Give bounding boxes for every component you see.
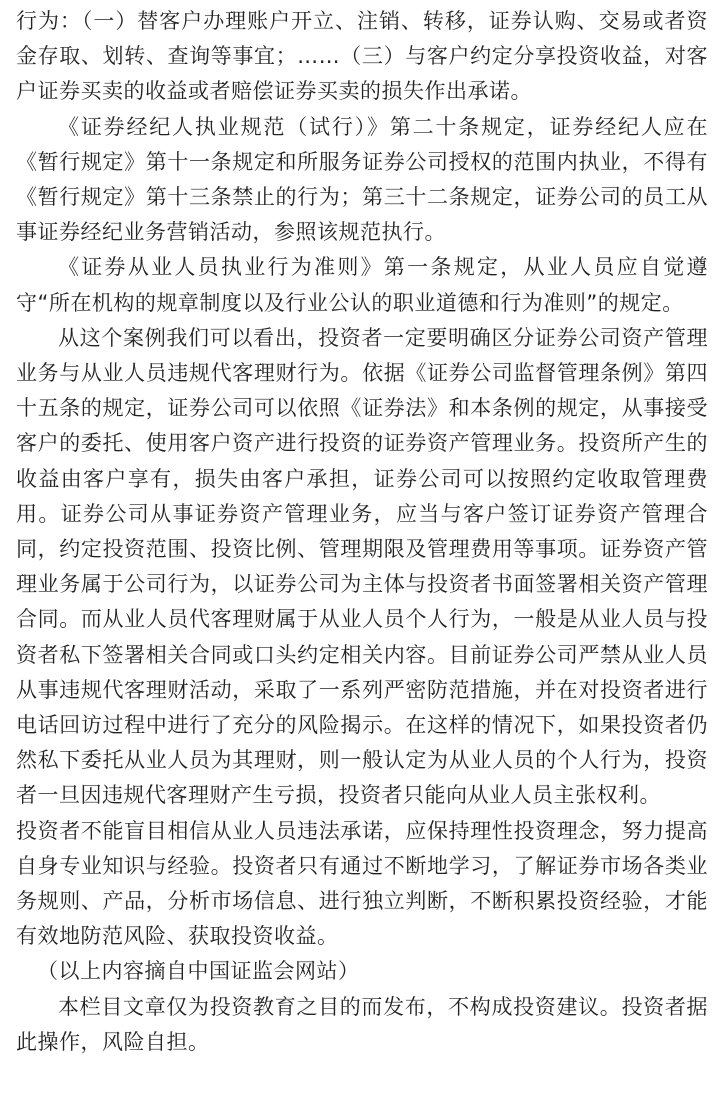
- paragraph-practitioner-code: 《证券从业人员执业行为准则》第一条规定，从业人员应自觉遵守“所在机构的规章制度以及行业公认的职业道德和行为准则”的规定。: [16, 255, 708, 315]
- paragraph-broker-practice-rules: 《证券经纪人执业规范（试行）》第二十条规定，证券经纪人应在《暂行规定》第十一条规定和所服务证券公司授权的范围内执业，不得有《暂行规定》第十三条禁止的行为；第三十二条规定，证券公司的员工从事证券经纪业务营销活动，参照该规范执行。: [16, 114, 708, 245]
- disclaimer: 本栏目文章仅为投资教育之目的而发布，不构成投资建议。投资者据此操作，风险自担。: [16, 994, 708, 1054]
- paragraph-prohibited-acts: 行为：（一）替客户办理账户开立、注销、转移，证券认购、交易或者资金存取、划转、查询等事宜；……（三）与客户约定分享投资收益，对客户证券买卖的收益或者赔偿证券买卖的损失作出承诺。: [16, 9, 708, 104]
- paragraph-case-analysis: 从这个案例我们可以看出，投资者一定要明确区分证券公司资产管理业务与从业人员违规代客理财行为。依据《证券公司监督管理条例》第四十五条的规定，证券公司可以依照《证券法》和本条例的规定，从事接受客户的委托、使用客户资产进行投资的证券资产管理业务。投资所产生的收益由客户享有，损失由客户承担，证券公司可以按照约定收取管理费用。证券公司从事证券资产管理业务，应当与客户签订证券资产管理合同，约定投资范围、投资比例、管理期限及管理费用等事项。证券资产管理业务属于公司行为，以证券公司为主体与投资者书面签署相关资产管理合同。而从业人员代客理财属于从业人员个人行为，一般是从业人员与投资者私下签署相关合同或口头约定相关内容。目前证券公司严禁从业人员从事违规代客理财活动，采取了一系列严密防范措施，并在对投资者进行电话回访过程中进行了充分的风险揭示。在这样的情况下，如果投资者仍然私下委托从业人员为其理财，则一般认定为从业人员的个人行为，投资者一旦因违规代客理财产生亏损，投资者只能向从业人员主张权利。: [16, 325, 708, 808]
- source-note: （以上内容摘自中国证监会网站）: [37, 959, 360, 984]
- paragraph-investor-advice: 投资者不能盲目相信从业人员违法承诺，应保持理性投资理念，努力提高自身专业知识与经验。投资者只有通过不断地学习，了解证券市场各类业务规则、产品，分析市场信息、进行独立判断，不断积累投资经验，才能有效地防范风险、获取投资收益。: [16, 818, 708, 949]
